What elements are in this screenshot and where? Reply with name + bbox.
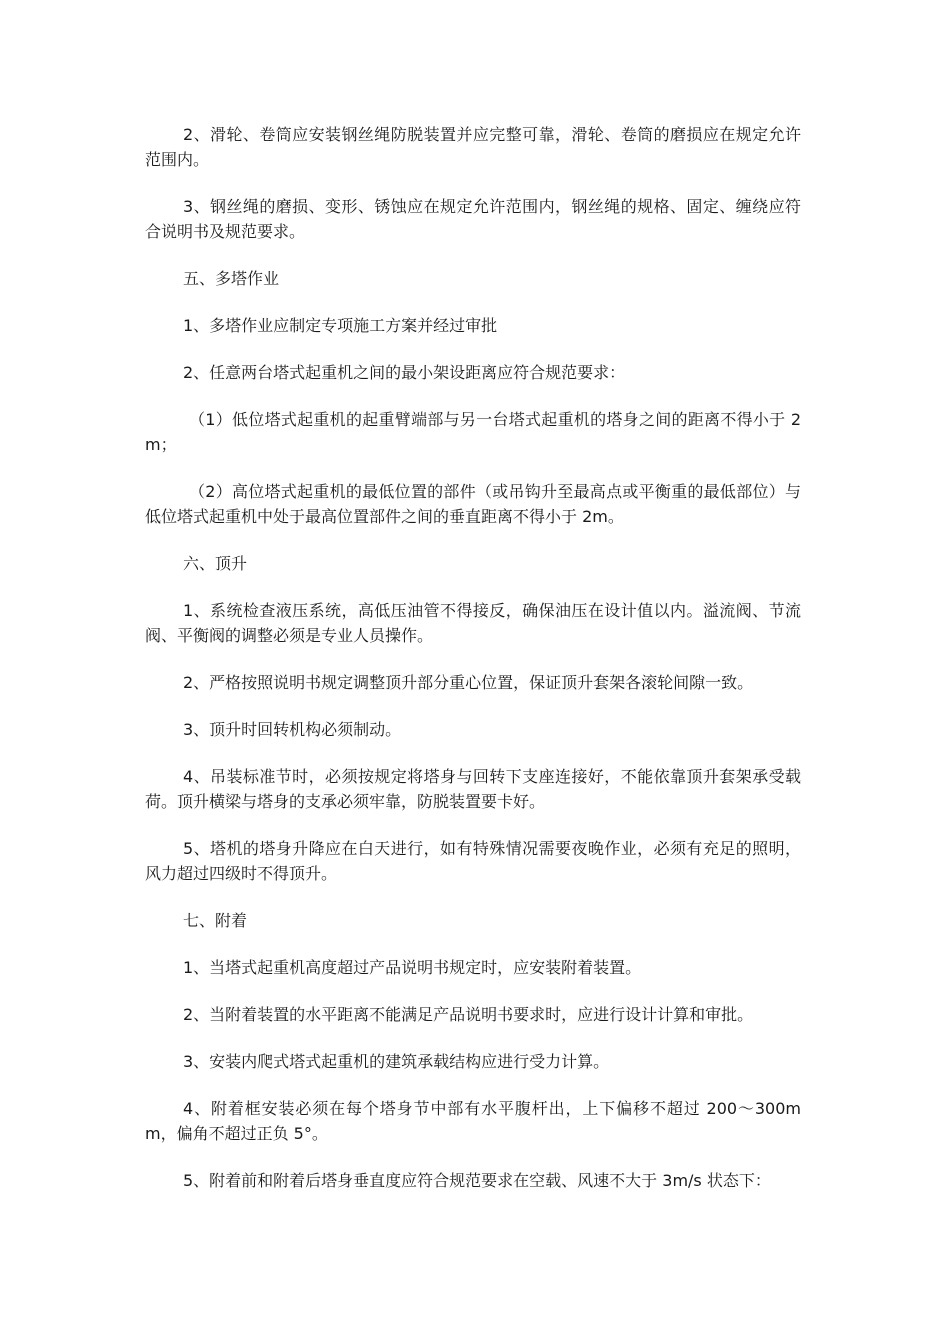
paragraph-attachment-distance: 2、当附着装置的水平距离不能满足产品说明书要求时，应进行设计计算和审批。 xyxy=(183,1005,754,1024)
section-heading-jacking: 六、顶升 xyxy=(183,554,248,573)
paragraph-inner-climbing: 3、安装内爬式塔式起重机的建筑承载结构应进行受力计算。 xyxy=(183,1052,610,1071)
paragraph-wire-rope: 3、钢丝绳的磨损、变形、锈蚀应在规定允许范围内，钢丝绳的规格、固定、缠绕应符合说明书及规范要求。 xyxy=(145,197,801,241)
paragraph-standard-section: 4、吊装标准节时，必须按规定将塔身与回转下支座连接好，不能依靠顶升套架承受载荷。顶升横梁与塔身的支承必须牢靠，防脱装置要卡好。 xyxy=(145,767,801,811)
paragraph-verticality: 5、附着前和附着后塔身垂直度应符合规范要求在空载、风速不大于 3m/s 状态下： xyxy=(183,1171,771,1190)
paragraph-min-distance: 2、任意两台塔式起重机之间的最小架设距离应符合规范要求： xyxy=(183,363,626,382)
section-heading-multi-tower: 五、多塔作业 xyxy=(183,269,280,288)
paragraph-high-tower-distance: （2）高位塔式起重机的最低位置的部件（或吊钩升至最高点或平衡重的最低部位）与低位塔式起重机中处于最高位置部件之间的垂直距离不得小于 2m。 xyxy=(145,482,801,526)
paragraph-multi-tower-plan: 1、多塔作业应制定专项施工方案并经过审批 xyxy=(183,316,498,335)
section-heading-attachment: 七、附着 xyxy=(183,911,248,930)
paragraph-low-tower-distance: （1）低位塔式起重机的起重臂端部与另一台塔式起重机的塔身之间的距离不得小于 2m； xyxy=(145,410,801,454)
paragraph-attachment-frame: 4、附着框安装必须在每个塔身节中部有水平腹杆出，上下偏移不超过 200～300mm，偏角不超过正负 5°。 xyxy=(145,1099,801,1143)
document-body xyxy=(145,122,801,1215)
paragraph-hydraulic-check: 1、系统检查液压系统，高低压油管不得接反，确保油压在设计值以内。溢流阀、节流阀、平衡阀的调整必须是专业人员操作。 xyxy=(145,601,801,645)
paragraph-pulley-drum: 2、滑轮、卷筒应安装钢丝绳防脱装置并应完整可靠，滑轮、卷筒的磨损应在规定允许范围内。 xyxy=(145,125,801,169)
paragraph-center-of-gravity: 2、严格按照说明书规定调整顶升部分重心位置，保证顶升套架各滚轮间隙一致。 xyxy=(183,673,754,692)
paragraph-daytime-operation: 5、塔机的塔身升降应在白天进行，如有特殊情况需要夜晚作业，必须有充足的照明，风力超过四级时不得顶升。 xyxy=(145,839,801,883)
paragraph-attachment-height: 1、当塔式起重机高度超过产品说明书规定时，应安装附着装置。 xyxy=(183,958,642,977)
paragraph-slewing-brake: 3、顶升时回转机构必须制动。 xyxy=(183,720,402,739)
